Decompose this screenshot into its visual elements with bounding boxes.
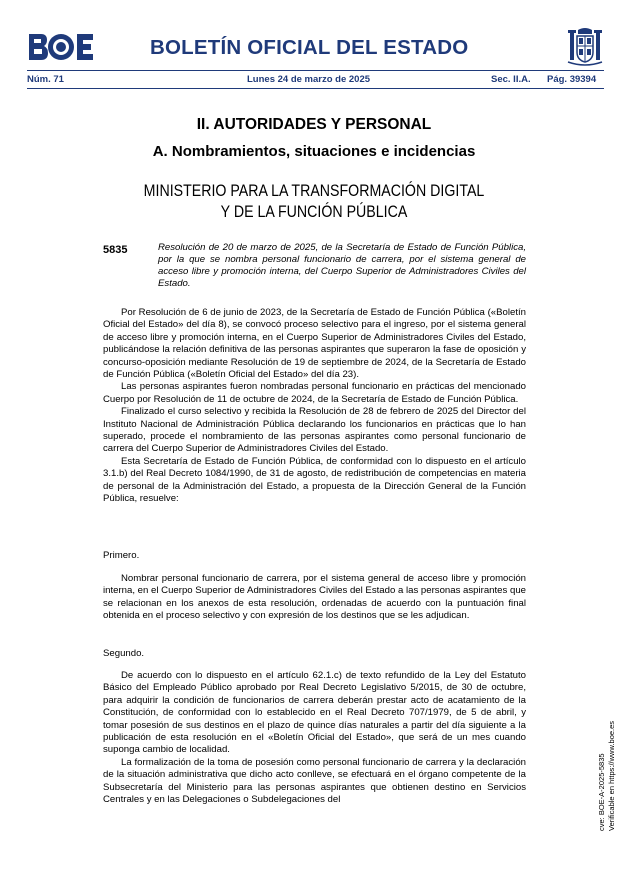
paragraph: Esta Secretaría de Estado de Función Pública, de conformidad con lo dispuesto en el artículo 3.1.b) del Real Decreto 1084/1990, de 31 de agosto, de redistribución de competencias en materia de personal de la Administración del Estado, a propuesta de la Dirección General de la Función Pública, resuelve:: [103, 455, 526, 505]
primero-text: [103, 573, 526, 623]
verification-url: Verificable en https://www.boe.es: [607, 720, 616, 831]
page-number: Pág. 39394: [547, 74, 597, 85]
paragraph: Finalizado el curso selectivo y recibida la Resolución de 28 de febrero de 2025 del Director del Instituto Nacional de Administración Pública declarando los funcionarios en prácticas que lo han superado, procede el nombramiento de las personas aspirantes como personal funcionario de carrera del Cuerpo Superior de Administradores Civiles del Estado.: [103, 406, 526, 455]
subsection-title: A. Nombramientos, situaciones e incidencias: [152, 143, 476, 160]
coat-of-arms-icon: [566, 26, 604, 68]
publication-title: BOLETÍN OFICIAL DEL ESTADO: [150, 36, 469, 59]
paragraph: De acuerdo con lo dispuesto en el artículo 62.1.c) de texto refundido de la Ley del Estatuto Básico del Empleado Público aprobado por Real Decreto Legislativo 5/2015, de 30 de octubre, para adquirir la condición de funcionarios de carrera deberán prestar acto de acatamiento de la Constitución, de conformidad con lo establecido en el Real Decreto 707/1979, de 5 de abril, y tomar posesión de sus destinos en el plazo de quince días naturales a partir del día siguiente a la publicación de esta resolución en el «Boletín Oficial del Estado», que será de un mes cuando suponga cambio de localidad.: [103, 670, 526, 756]
ministry-line-1: MINISTERIO PARA LA TRANSFORMACIÓN DIGITAL: [143, 182, 485, 200]
issue-number: Núm. 71: [27, 74, 64, 85]
segundo-text: [103, 670, 526, 806]
article-label-segundo: Segundo.: [103, 648, 145, 659]
ministry-name: [44, 181, 584, 223]
header-rule-top: [27, 70, 604, 71]
verification-note: [592, 716, 622, 831]
header-rule-bottom: [27, 88, 604, 89]
paragraph: Las personas aspirantes fueron nombradas personal funcionario en prácticas del mencionado Cuerpo por Resolución de 11 de octubre de 2024, de la Secretaría de Estado de Función Pública.: [103, 381, 526, 405]
article-label-primero: Primero.: [103, 550, 140, 561]
resolution-summary: Resolución de 20 de marzo de 2025, de la Secretaría de Estado de Función Pública, por la que se nombra personal funcionario de carrera, por el sistema general de acceso libre y promoción interna, del Cuerpo Superior de Administradores Civiles del Estado.: [158, 242, 526, 289]
paragraph: Por Resolución de 6 de junio de 2023, de la Secretaría de Estado de Función Pública («Boletín Oficial del Estado» del día 8), se convocó proceso selectivo para el ingreso, por el sistema general de acceso libre y promoción interna, en el Cuerpo Superior de Administradores Civiles del Estado, publicándose la relación definitiva de las personas aspirantes que superaron la fase de oposición y concurso-oposición mediante Resolución de 19 de septiembre de 2024, de la Secretaría de Estado de Función Pública («Boletín Oficial del Estado» del día 23).: [103, 307, 526, 381]
resolution-number: 5835: [103, 244, 128, 256]
intro-text: [103, 307, 526, 506]
paragraph: La formalización de la toma de posesión como personal funcionario de carrera y la declaración de la situación administrativa que dicho acto conlleve, se efectuará en el órgano competente de la Subsecretaría del Ministerio para las personas aspirantes que obtienen destino en Servicios Centrales y en las Delegaciones o Subdelegaciones del: [103, 756, 526, 806]
ministry-line-2: Y DE LA FUNCIÓN PÚBLICA: [220, 203, 408, 221]
boe-logo: [27, 32, 95, 62]
cve-code: cve: BOE-A-2025-5835: [597, 753, 606, 831]
issue-date: Lunes 24 de marzo de 2025: [247, 74, 371, 85]
section-reference: Sec. II.A.: [491, 74, 531, 85]
paragraph: Nombrar personal funcionario de carrera, por el sistema general de acceso libre y promoción interna, en el Cuerpo Superior de Administradores Civiles del Estado a las personas aspirantes que se relacionan en los anexos de esta resolución, ordenadas de acuerdo con la puntuación final obtenida en el proceso selectivo y con expresión de los destinos que se les adjudican.: [103, 573, 526, 622]
section-title: II. AUTORIDADES Y PERSONAL: [196, 116, 432, 133]
